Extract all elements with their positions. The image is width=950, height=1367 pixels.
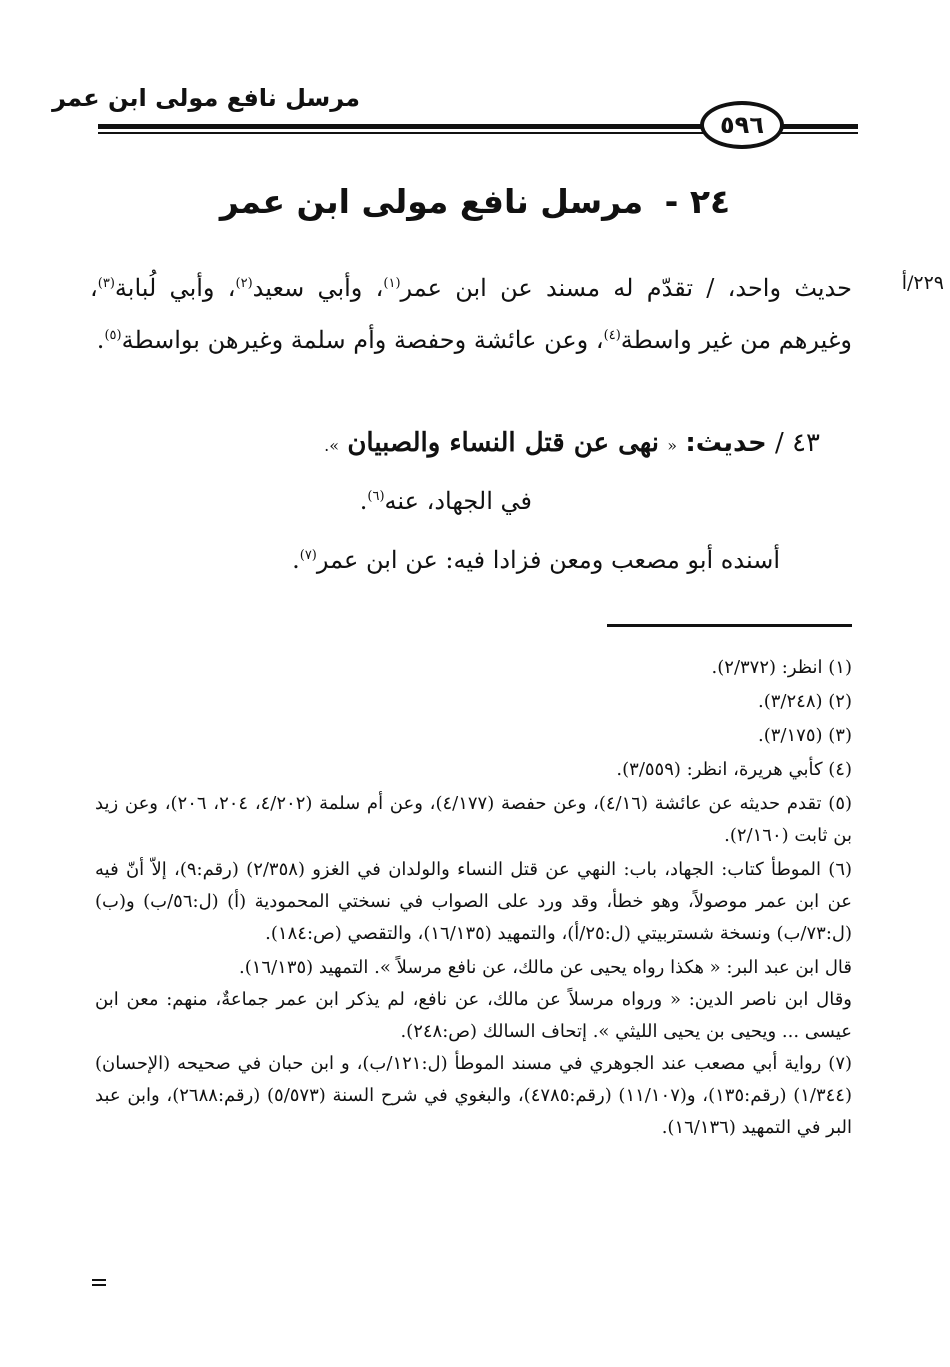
hadith-isnad-end: . bbox=[292, 546, 300, 574]
hadith-label: حديث: bbox=[685, 428, 767, 458]
footnote-ref: (٥) bbox=[104, 328, 122, 343]
intro-text: . bbox=[96, 326, 105, 354]
footnote-3: (٣) (٣/١٧٥). bbox=[758, 725, 852, 746]
footnotes bbox=[95, 652, 852, 1146]
margin-folio-note: ٢٢٩/أ bbox=[901, 272, 944, 294]
footnote-5: (٥) تقدم حديثه عن عائشة (٤/١٦)، وعن حفصة (٤/١٧٧)، وعن أم سلمة (٤/٢٠٢، ٢٠٤، ٢٠٦)، وعن زيد بن ثابت (٢/١٦٠). bbox=[95, 793, 853, 846]
chapter-heading bbox=[0, 182, 950, 221]
footnote-ref: (٢) bbox=[235, 276, 253, 291]
hadith-chapter-line bbox=[360, 487, 532, 515]
intro-text: ، وغيرهم من غير واسطة bbox=[90, 274, 852, 354]
hadith-number: ٤٣ / bbox=[775, 428, 820, 458]
footnote-ref: (٣) bbox=[97, 276, 115, 291]
footnote-6: (٦) الموطأ كتاب: الجهاد، باب: النهي عن قتل النساء والولدان في الغزو (٢/٣٥٨) (رقم:٩)، إلاّ أنّ فيه عن ابن عمر موصولاً، وهو خطأ، وقد ورد على الصواب في نسختي المحمودية (أ) (ل:٥٦/ب) و(ب) (ل:٧٣/ب) ونسخة شستربيتي (ل:٢٥/أ)، والتمهيد (١٦/١٣٥)، والتقصي (ص:١٨٤). bbox=[95, 859, 853, 944]
footnote-2: (٢) (٣/٢٤٨). bbox=[758, 691, 852, 712]
footnote-6-quote-ibn-nasir-aldin: وقال ابن ناصر الدين: « ورواه مرسلاً عن مالك، عن نافع، لم يذكر ابن عمر جماعةٌ، منهم: معن ابن عيسى ... ويحيى بن يحيى الليثي ». إتحاف السالك (ص:٢٤٨). bbox=[95, 989, 852, 1042]
end-mark bbox=[92, 1279, 106, 1289]
footnote-ref: (٤) bbox=[603, 328, 621, 343]
close-quote: ». bbox=[324, 436, 340, 455]
intro-text: ، وعن عائشة وحفصة وأم سلمة وغيرهن بواسطة bbox=[121, 326, 604, 354]
intro-paragraph bbox=[90, 262, 852, 366]
chapter-number: ٢٤ - bbox=[664, 182, 731, 221]
intro-text: ، وأبي لُبابة bbox=[114, 274, 236, 302]
hadith-chapter-end: . bbox=[359, 487, 368, 515]
page-number-badge bbox=[700, 101, 784, 149]
hadith-chapter-text: في الجهاد، عنه bbox=[384, 487, 532, 515]
footnote-separator bbox=[607, 624, 852, 627]
footnote-1: (١) انظر: (٢/٣٧٢). bbox=[711, 657, 852, 678]
intro-text: حديث واحد، / تقدّم له مسند عن ابن عمر bbox=[400, 274, 852, 302]
hadith-text: نهى عن قتل النساء والصبيان bbox=[347, 428, 659, 458]
footnote-ref: (١) bbox=[383, 276, 401, 291]
chapter-title: مرسل نافع مولى ابن عمر bbox=[219, 182, 644, 221]
footnote-ref: (٧) bbox=[299, 548, 317, 563]
footnote-ref: (٦) bbox=[367, 489, 385, 504]
hadith-isnad-line bbox=[292, 546, 780, 574]
running-title: مرسل نافع مولى ابن عمر bbox=[52, 84, 360, 112]
hadith-heading bbox=[324, 428, 820, 458]
hadith-isnad-text: أسنده أبو مصعب ومعن فزادا فيه: عن ابن عمر bbox=[316, 546, 780, 574]
open-quote: « bbox=[667, 436, 678, 455]
footnote-4: (٤) كأبي هريرة، انظر: (٣/٥٥٩). bbox=[616, 759, 852, 780]
intro-text: ، وأبي سعيد bbox=[252, 274, 384, 302]
page-number: ٥٩٦ bbox=[720, 111, 764, 139]
footnote-7: (٧) رواية أبي مصعب عند الجوهري في مسند الموطأ (ل:١٢١/ب)، و ابن حبان في صحيحه (الإحسان) (١/٣٤٤) (رقم:١٣٥)، و(١١/١٠٧) (رقم:٤٧٨٥)، والبغوي في شرح السنة (٥/٥٧٣) (رقم:٢٦٨٨)، وابن عبد البر في التمهيد (١٦/١٣٦). bbox=[95, 1053, 853, 1138]
footnote-6-quote-ibn-abd-albarr: قال ابن عبد البر: « هكذا رواه يحيى عن مالك، عن نافع مرسلاً ». التمهيد (١٦/١٣٥). bbox=[239, 957, 852, 978]
